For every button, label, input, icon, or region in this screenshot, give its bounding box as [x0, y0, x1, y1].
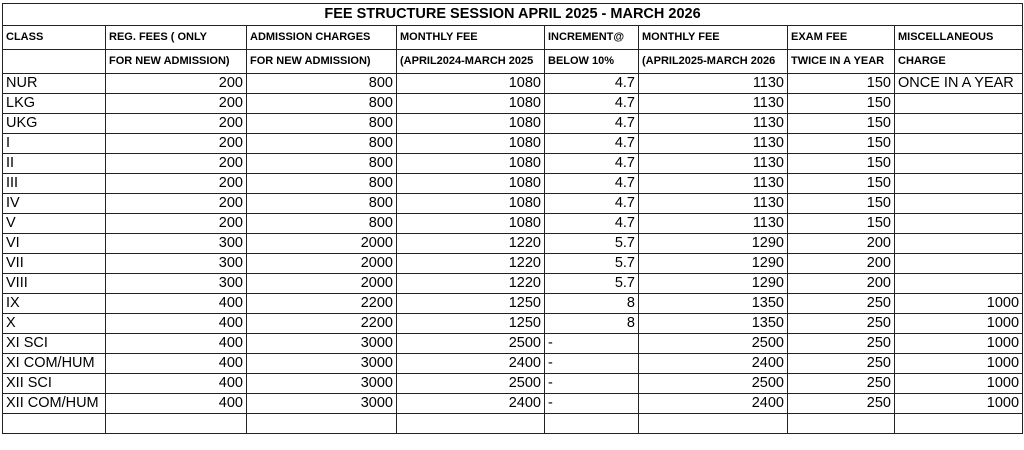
header-reg-fees: REG. FEES ( ONLY	[106, 26, 247, 50]
header-monthly-fee-2025: MONTHLY FEE	[639, 26, 788, 50]
table-row	[3, 134, 1023, 154]
cell-admission-charges	[247, 414, 397, 434]
cell-misc-charge	[895, 114, 1023, 134]
cell-increment: 4.7	[545, 134, 639, 154]
cell-reg-fees: 400	[106, 314, 247, 334]
cell-admission-charges: 800	[247, 74, 397, 94]
cell-misc-charge	[895, 94, 1023, 114]
cell-increment: 4.7	[545, 194, 639, 214]
cell-misc-charge: 1000	[895, 394, 1023, 414]
cell-class: VI	[3, 234, 106, 254]
cell-monthly-fee-2025	[639, 414, 788, 434]
cell-exam-fee	[788, 414, 895, 434]
cell-misc-charge	[895, 254, 1023, 274]
cell-exam-fee: 200	[788, 234, 895, 254]
cell-misc-charge: 1000	[895, 334, 1023, 354]
cell-monthly-fee-2025: 1290	[639, 234, 788, 254]
cell-admission-charges: 2200	[247, 294, 397, 314]
cell-monthly-fee-2024	[397, 414, 545, 434]
cell-admission-charges: 2200	[247, 314, 397, 334]
table-row	[3, 74, 1023, 94]
cell-exam-fee: 150	[788, 114, 895, 134]
cell-admission-charges: 800	[247, 134, 397, 154]
header-misc-charge: MISCELLANEOUS	[895, 26, 1023, 50]
cell-increment: 4.7	[545, 114, 639, 134]
cell-class: VII	[3, 254, 106, 274]
cell-misc-charge: 1000	[895, 314, 1023, 334]
cell-reg-fees: 200	[106, 134, 247, 154]
header-admission-charges: ADMISSION CHARGES	[247, 26, 397, 50]
table-row	[3, 354, 1023, 374]
cell-monthly-fee-2024: 2400	[397, 354, 545, 374]
cell-reg-fees: 200	[106, 214, 247, 234]
cell-admission-charges: 800	[247, 214, 397, 234]
cell-monthly-fee-2024: 1220	[397, 254, 545, 274]
cell-misc-charge	[895, 214, 1023, 234]
cell-monthly-fee-2024: 1080	[397, 134, 545, 154]
cell-exam-fee: 150	[788, 154, 895, 174]
cell-monthly-fee-2025: 1130	[639, 194, 788, 214]
cell-misc-charge	[895, 414, 1023, 434]
cell-misc-charge: ONCE IN A YEAR	[895, 74, 1023, 94]
cell-class: LKG	[3, 94, 106, 114]
cell-reg-fees: 400	[106, 334, 247, 354]
cell-monthly-fee-2025: 1290	[639, 274, 788, 294]
cell-class: VIII	[3, 274, 106, 294]
cell-monthly-fee-2025: 1350	[639, 294, 788, 314]
cell-monthly-fee-2025: 2500	[639, 374, 788, 394]
table-row	[3, 214, 1023, 234]
cell-reg-fees: 200	[106, 154, 247, 174]
header-reg-fees: FOR NEW ADMISSION)	[106, 50, 247, 74]
cell-exam-fee: 150	[788, 214, 895, 234]
cell-increment: 5.7	[545, 274, 639, 294]
cell-monthly-fee-2024: 1080	[397, 114, 545, 134]
header-increment: INCREMENT@	[545, 26, 639, 50]
cell-reg-fees: 400	[106, 294, 247, 314]
table-row	[3, 174, 1023, 194]
table-row	[3, 94, 1023, 114]
cell-increment	[545, 414, 639, 434]
cell-misc-charge	[895, 234, 1023, 254]
cell-monthly-fee-2025: 1290	[639, 254, 788, 274]
cell-exam-fee: 250	[788, 314, 895, 334]
header-monthly-fee-2024: MONTHLY FEE	[397, 26, 545, 50]
cell-class: XI COM/HUM	[3, 354, 106, 374]
cell-monthly-fee-2024: 1080	[397, 74, 545, 94]
cell-monthly-fee-2024: 2500	[397, 334, 545, 354]
cell-class: IV	[3, 194, 106, 214]
table-row	[3, 294, 1023, 314]
cell-class: UKG	[3, 114, 106, 134]
cell-misc-charge	[895, 274, 1023, 294]
cell-admission-charges: 800	[247, 174, 397, 194]
cell-admission-charges: 800	[247, 114, 397, 134]
cell-admission-charges: 2000	[247, 254, 397, 274]
header-increment: BELOW 10%	[545, 50, 639, 74]
cell-monthly-fee-2025: 2400	[639, 354, 788, 374]
table-row	[3, 374, 1023, 394]
cell-class: III	[3, 174, 106, 194]
cell-misc-charge: 1000	[895, 294, 1023, 314]
cell-increment: 4.7	[545, 154, 639, 174]
cell-class: X	[3, 314, 106, 334]
cell-class: V	[3, 214, 106, 234]
cell-monthly-fee-2025: 1130	[639, 114, 788, 134]
cell-admission-charges: 800	[247, 194, 397, 214]
cell-misc-charge	[895, 154, 1023, 174]
cell-class: XI SCI	[3, 334, 106, 354]
title-row	[3, 4, 1023, 26]
header-class	[3, 50, 106, 74]
table-row	[3, 114, 1023, 134]
header-monthly-fee-2025: (APRIL2025-MARCH 2026	[639, 50, 788, 74]
cell-admission-charges: 2000	[247, 234, 397, 254]
cell-misc-charge	[895, 174, 1023, 194]
cell-exam-fee: 250	[788, 334, 895, 354]
cell-class: NUR	[3, 74, 106, 94]
cell-reg-fees: 300	[106, 234, 247, 254]
cell-admission-charges: 3000	[247, 394, 397, 414]
cell-monthly-fee-2024: 1250	[397, 294, 545, 314]
cell-increment: -	[545, 394, 639, 414]
cell-reg-fees: 200	[106, 174, 247, 194]
cell-monthly-fee-2024: 1250	[397, 314, 545, 334]
cell-monthly-fee-2025: 1130	[639, 134, 788, 154]
cell-misc-charge: 1000	[895, 354, 1023, 374]
cell-monthly-fee-2025: 1130	[639, 94, 788, 114]
header-misc-charge: CHARGE	[895, 50, 1023, 74]
cell-increment: 4.7	[545, 74, 639, 94]
table-row	[3, 414, 1023, 434]
cell-monthly-fee-2024: 1080	[397, 214, 545, 234]
cell-reg-fees: 400	[106, 394, 247, 414]
cell-class	[3, 414, 106, 434]
header-row-1	[3, 26, 1023, 50]
cell-exam-fee: 150	[788, 134, 895, 154]
table-row	[3, 334, 1023, 354]
cell-exam-fee: 150	[788, 174, 895, 194]
cell-admission-charges: 800	[247, 154, 397, 174]
cell-reg-fees: 200	[106, 74, 247, 94]
cell-class: XII SCI	[3, 374, 106, 394]
cell-increment: 8	[545, 294, 639, 314]
header-exam-fee: TWICE IN A YEAR	[788, 50, 895, 74]
table-row	[3, 254, 1023, 274]
cell-admission-charges: 3000	[247, 374, 397, 394]
cell-admission-charges: 800	[247, 94, 397, 114]
cell-monthly-fee-2024: 1080	[397, 194, 545, 214]
cell-reg-fees: 300	[106, 254, 247, 274]
cell-increment: 4.7	[545, 94, 639, 114]
cell-monthly-fee-2025: 1130	[639, 154, 788, 174]
cell-reg-fees	[106, 414, 247, 434]
cell-admission-charges: 3000	[247, 334, 397, 354]
cell-class: I	[3, 134, 106, 154]
cell-increment: -	[545, 354, 639, 374]
table-row	[3, 394, 1023, 414]
cell-exam-fee: 150	[788, 194, 895, 214]
cell-monthly-fee-2025: 2500	[639, 334, 788, 354]
table-title: FEE STRUCTURE SESSION APRIL 2025 - MARCH 2026	[3, 4, 1023, 26]
cell-monthly-fee-2024: 1220	[397, 234, 545, 254]
cell-class: XII COM/HUM	[3, 394, 106, 414]
cell-reg-fees: 200	[106, 114, 247, 134]
header-monthly-fee-2024: (APRIL2024-MARCH 2025	[397, 50, 545, 74]
cell-exam-fee: 250	[788, 354, 895, 374]
cell-monthly-fee-2024: 1220	[397, 274, 545, 294]
cell-exam-fee: 250	[788, 394, 895, 414]
cell-increment: 4.7	[545, 214, 639, 234]
cell-increment: -	[545, 334, 639, 354]
fee-structure-table	[2, 3, 1023, 434]
table-row	[3, 274, 1023, 294]
cell-misc-charge	[895, 194, 1023, 214]
header-row-2	[3, 50, 1023, 74]
cell-reg-fees: 400	[106, 374, 247, 394]
cell-class: IX	[3, 294, 106, 314]
cell-monthly-fee-2024: 2400	[397, 394, 545, 414]
cell-exam-fee: 250	[788, 294, 895, 314]
cell-monthly-fee-2025: 1130	[639, 214, 788, 234]
table-row	[3, 194, 1023, 214]
cell-reg-fees: 300	[106, 274, 247, 294]
cell-misc-charge: 1000	[895, 374, 1023, 394]
cell-class: II	[3, 154, 106, 174]
cell-reg-fees: 200	[106, 194, 247, 214]
cell-increment: 5.7	[545, 254, 639, 274]
cell-exam-fee: 250	[788, 374, 895, 394]
cell-increment: -	[545, 374, 639, 394]
cell-exam-fee: 150	[788, 94, 895, 114]
cell-increment: 5.7	[545, 234, 639, 254]
table-row	[3, 234, 1023, 254]
header-admission-charges: FOR NEW ADMISSION)	[247, 50, 397, 74]
cell-monthly-fee-2024: 2500	[397, 374, 545, 394]
cell-monthly-fee-2025: 1130	[639, 174, 788, 194]
header-class: CLASS	[3, 26, 106, 50]
cell-admission-charges: 3000	[247, 354, 397, 374]
cell-increment: 4.7	[545, 174, 639, 194]
cell-misc-charge	[895, 134, 1023, 154]
cell-monthly-fee-2025: 1130	[639, 74, 788, 94]
header-exam-fee: EXAM FEE	[788, 26, 895, 50]
cell-reg-fees: 200	[106, 94, 247, 114]
cell-monthly-fee-2024: 1080	[397, 174, 545, 194]
cell-monthly-fee-2024: 1080	[397, 154, 545, 174]
table-row	[3, 314, 1023, 334]
table-row	[3, 154, 1023, 174]
cell-reg-fees: 400	[106, 354, 247, 374]
cell-monthly-fee-2024: 1080	[397, 94, 545, 114]
cell-exam-fee: 150	[788, 74, 895, 94]
cell-monthly-fee-2025: 1350	[639, 314, 788, 334]
cell-admission-charges: 2000	[247, 274, 397, 294]
cell-monthly-fee-2025: 2400	[639, 394, 788, 414]
cell-exam-fee: 200	[788, 254, 895, 274]
cell-exam-fee: 200	[788, 274, 895, 294]
cell-increment: 8	[545, 314, 639, 334]
